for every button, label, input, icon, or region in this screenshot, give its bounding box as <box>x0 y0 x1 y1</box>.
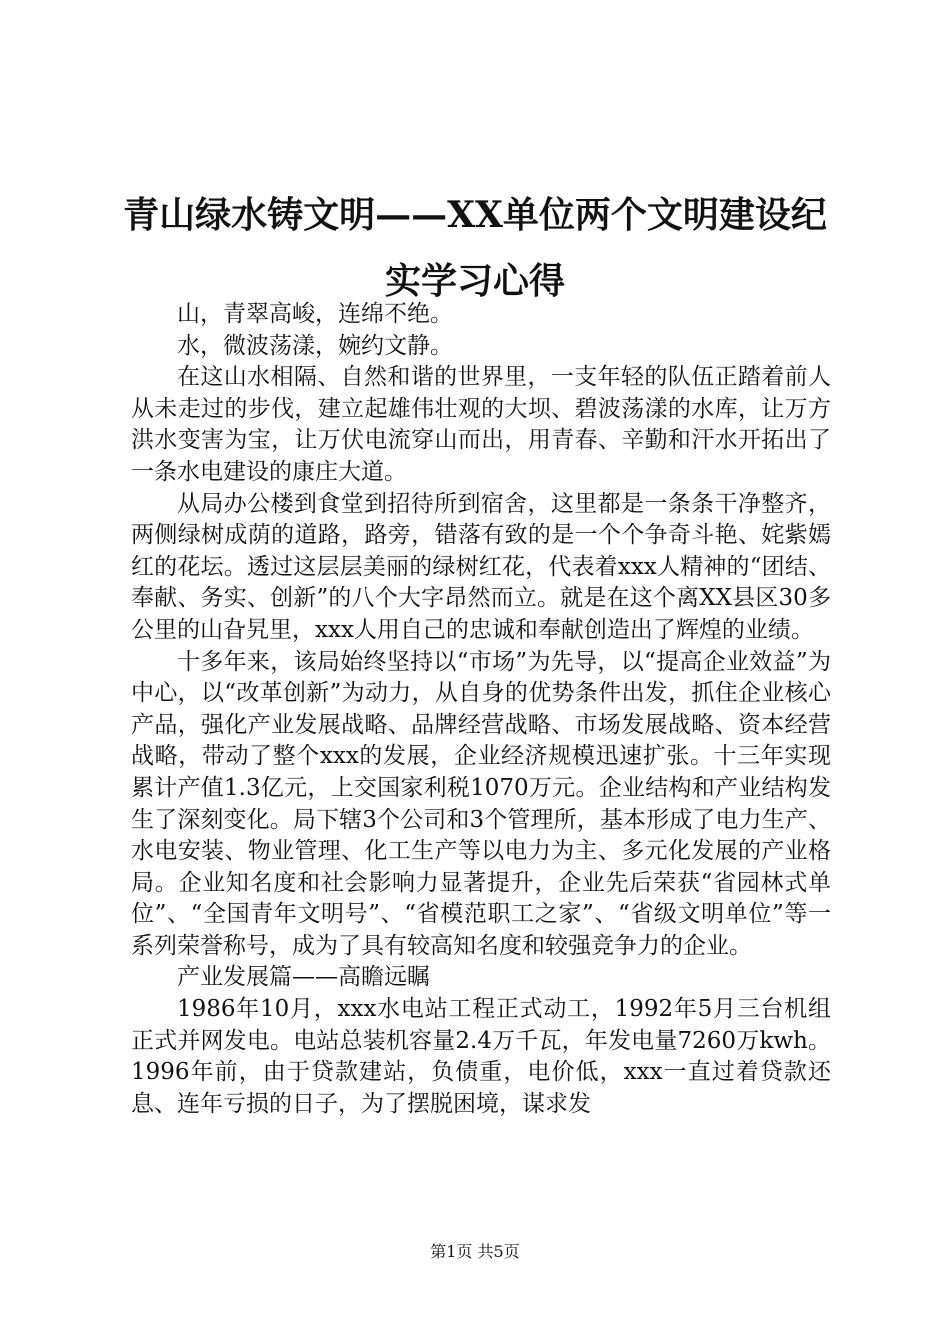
paragraph: 山，青翠高峻，连绵不绝。 <box>177 301 453 327</box>
document-title <box>100 182 850 314</box>
title-line-2: 实学习心得 <box>384 260 565 302</box>
page-number-footer: 第1页 共5页 <box>430 1242 520 1261</box>
document-body <box>131 299 831 1120</box>
paragraph: 1986年10月，xxx水电站工程正式动工，1992年5月三台机组正式并网发电。电站总装机容量2.4万千瓦，年发电量7260万kwh。1996年前，由于贷款建站，负债重，电价低，xxx一直过着贷款还息、连年亏损的日子，为了摆脱困境，谋求发 <box>131 996 831 1117</box>
paragraph: 在这山水相隔、自然和谐的世界里，一支年轻的队伍正踏着前人从未走过的步伐，建立起雄伟壮观的大坝、碧波荡漾的水库，让万方洪水变害为宝，让万伏电流穿山而出，用青春、辛勤和汗水开拓出了一条水电建设的康庄大道。 <box>131 364 831 485</box>
paragraph: 水，微波荡漾，婉约文静。 <box>177 332 453 359</box>
paragraph: 从局办公楼到食堂到招待所到宿舍，这里都是一条条干净整齐，两侧绿树成荫的道路，路旁，错落有致的是一个个争奇斗艳、姹紫嫣红的花坛。透过这层层美丽的绿树红花，代表着xxx人精神的“团结、奉献、务实、创新”的八个大字昂然而立。就是在这个离XX县区30多公里的山旮旯里，xxx人用自己的忠诚和奉献创造出了辉煌的业绩。 <box>131 490 831 643</box>
section-heading: 产业发展篇——高瞻远瞩 <box>177 964 430 991</box>
title-line-1: 青山绿水铸文明——XX单位两个文明建设纪 <box>123 194 827 236</box>
paragraph: 十多年来，该局始终坚持以“市场”为先导，以“提高企业效益”为中心，以“改革创新”为动力，从自身的优势条件出发，抓住企业核心产品，强化产业发展战略、品牌经营战略、市场发展战略、资本经营战略，带动了整个xxx的发展，企业经济规模迅速扩张。十三年实现累计产值1.3亿元，上交国家利税1070万元。企业结构和产业结构发生了深刻变化。局下辖3个公司和3个管理所，基本形成了电力生产、水电安装、物业管理、化工生产等以电力为主、多元化发展的产业格局。企业知名度和社会影响力显著提升，企业先后荣获“省园林式单位”、“全国青年文明号”、“省模范职工之家”、“省级文明单位”等一系列荣誉称号，成为了具有较高知名度和较强竞争力的企业。 <box>131 648 831 959</box>
